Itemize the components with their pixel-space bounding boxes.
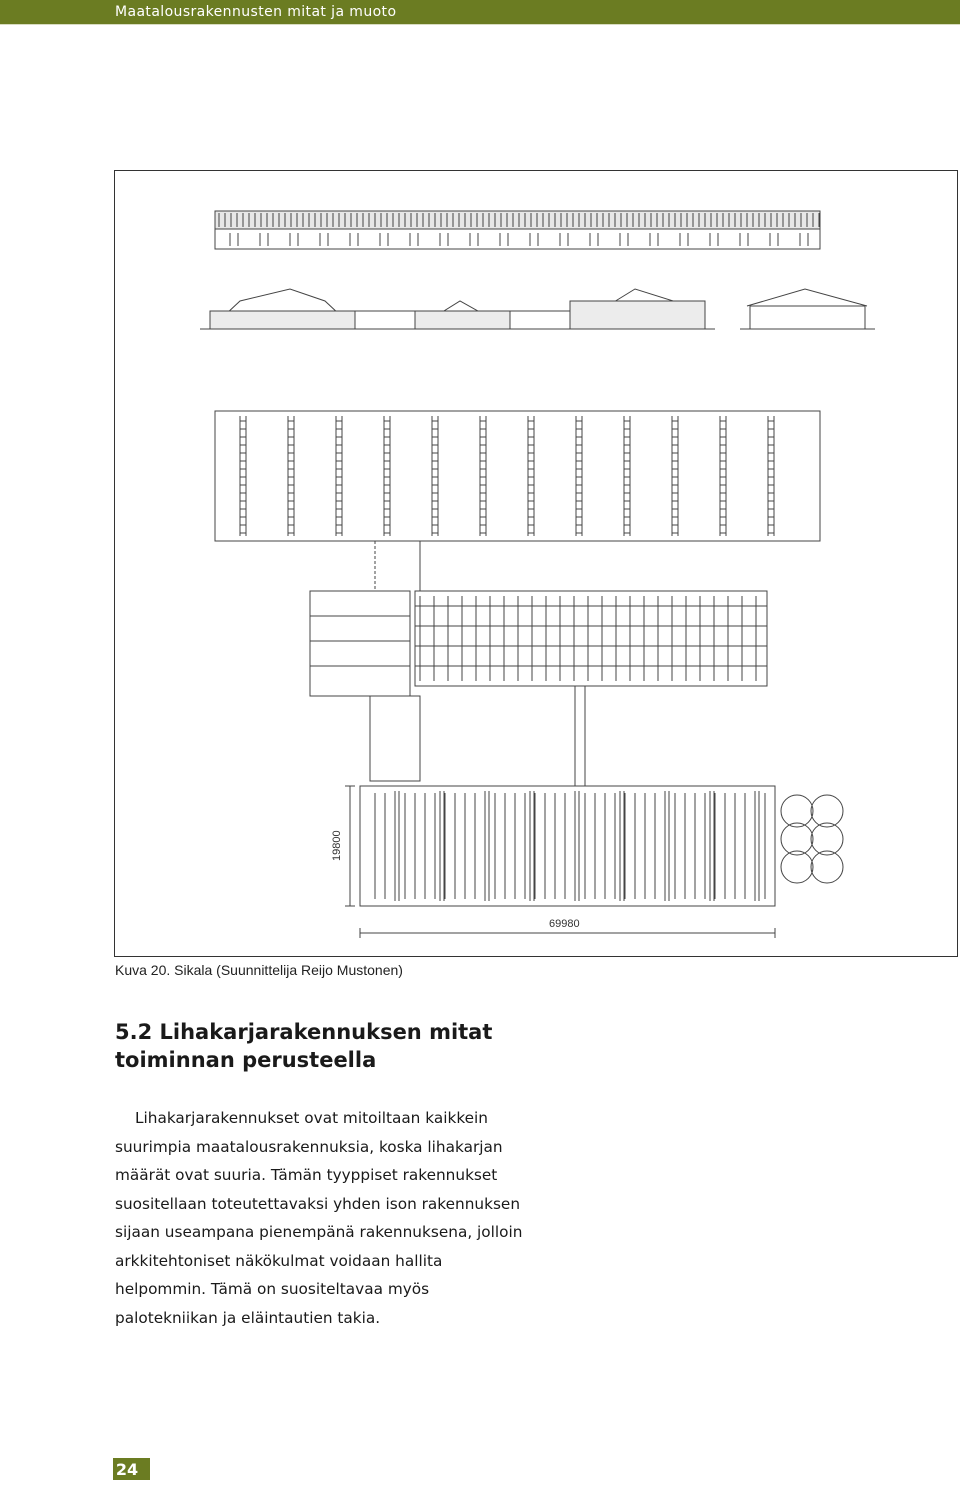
dimension-horizontal-label: 69980	[549, 918, 580, 930]
plan-connector	[370, 686, 585, 786]
figure-frame	[114, 170, 958, 957]
plan-upper-barn	[215, 411, 820, 541]
page-number: 24	[115, 1460, 139, 1479]
running-header-title: Maatalousrakennusten mitat ja muoto	[115, 4, 397, 20]
dimension-vertical-label: 19800	[331, 830, 343, 861]
footer-strip	[0, 1458, 113, 1480]
plan-lower-barn	[360, 786, 843, 906]
pig-barn-drawing	[115, 171, 959, 958]
elevation-long-facade	[215, 211, 820, 249]
body-paragraph: Lihakarjarakennukset ovat mitoiltaan kaikkein suurimpia maatalousrakennuksia, koska lihakarjan määrät ovat suuria. Tämän tyyppiset rakennukset suositellaan toteutettavaksi yhden ison rakennuksen sijaan useampana pienempänä rakennuksena, jolloin arkkitehtoniset näkökulmat voidaan hallita helpommin. Tämä on suositeltavaa myös palotekniikan ja eläintautien takia.	[115, 1109, 523, 1327]
body-text	[115, 1104, 525, 1332]
header-bar	[0, 0, 960, 25]
figure-caption: Kuva 20. Sikala (Suunnittelija Reijo Mustonen)	[115, 962, 403, 978]
plan-middle-barn	[310, 541, 767, 696]
elevation-gable-facade	[200, 289, 875, 329]
section-heading: 5.2 Lihakarjarakennuksen mitat toiminnan perusteella	[115, 1020, 493, 1072]
